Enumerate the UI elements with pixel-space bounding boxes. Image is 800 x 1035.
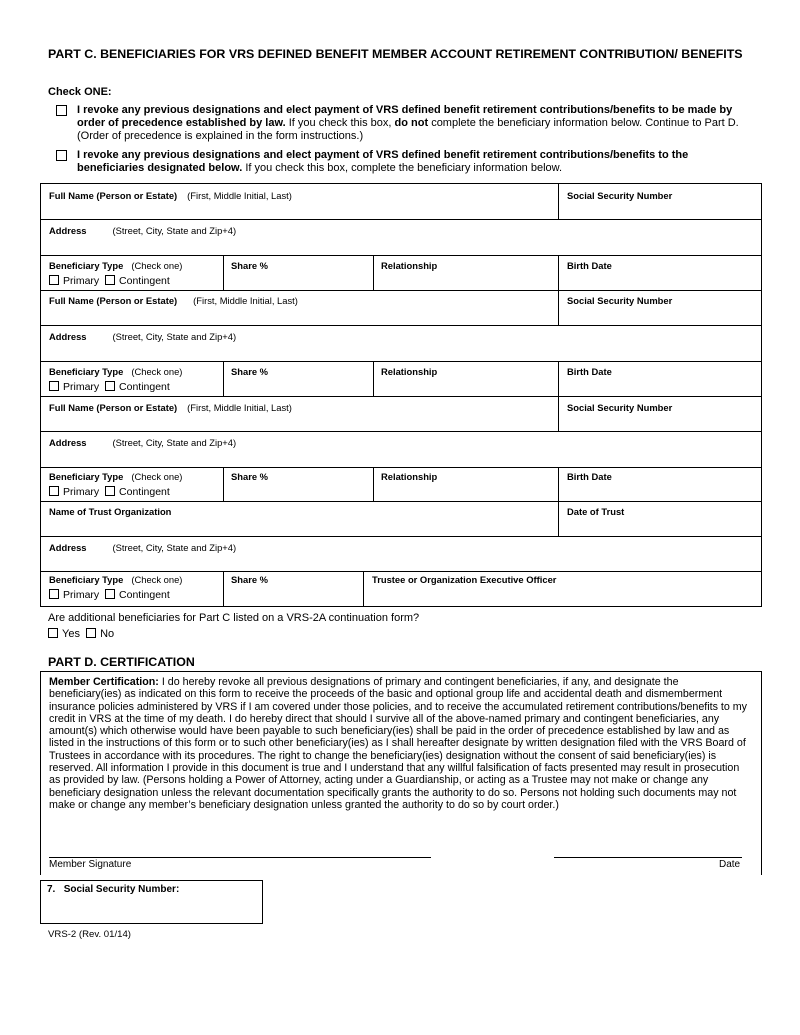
address-field-2[interactable]: Address (Street, City, State and Zip+4) — [49, 331, 237, 342]
primary-checkbox-2[interactable] — [49, 381, 59, 391]
option-order-of-precedence: I revoke any previous designations and elect payment of VRS defined benefit retirement contributions/benefits to be made by order of precedence established by law. If you check this box, do not complete the beneficiary information below. Continue to Part D. (Order of precedence is explained in the form instructions.) — [56, 104, 746, 143]
birth-date-field-2[interactable]: Birth Date — [567, 366, 612, 377]
option2-bold: I revoke any previous designations and elect payment of VRS defined benefit retirement contributions/benefits to the beneficiaries designated below. — [77, 149, 689, 174]
primary-contingent-2: Primary Contingent — [49, 381, 170, 393]
ssn-box[interactable] — [40, 880, 263, 924]
relationship-field-1[interactable]: Relationship — [381, 260, 438, 271]
beneficiary-type-trust: Beneficiary Type (Check one) — [49, 574, 183, 585]
primary-checkbox-3[interactable] — [49, 486, 59, 496]
contingent-checkbox-3[interactable] — [105, 486, 115, 496]
designated-beneficiaries-checkbox[interactable] — [56, 150, 67, 161]
trust-date-field[interactable]: Date of Trust — [567, 506, 625, 517]
no-checkbox[interactable] — [86, 628, 96, 638]
trustee-field[interactable]: Trustee or Organization Executive Officer — [372, 574, 557, 585]
address-field-1[interactable]: Address (Street, City, State and Zip+4) — [49, 225, 237, 236]
beneficiary-type-3: Beneficiary Type (Check one) — [49, 471, 183, 482]
beneficiary-type-1: Beneficiary Type (Check one) — [49, 260, 183, 271]
share-field-2[interactable]: Share % — [231, 366, 268, 377]
trust-address-field[interactable]: Address (Street, City, State and Zip+4) — [49, 542, 237, 553]
contingent-checkbox-1[interactable] — [105, 275, 115, 285]
signature-line[interactable] — [49, 857, 431, 858]
additional-yes-no: Yes No — [48, 628, 114, 640]
full-name-field-1[interactable]: Full Name (Person or Estate) (First, Middle Initial, Last) — [49, 190, 292, 201]
option-designated-beneficiaries: I revoke any previous designations and elect payment of VRS defined benefit retirement contributions/benefits to the beneficiaries designated below. If you check this box, complete the beneficiary information below. — [56, 149, 746, 175]
part-d-title: PART D. CERTIFICATION — [48, 655, 195, 669]
primary-contingent-trust: Primary Contingent — [49, 589, 170, 601]
share-field-1[interactable]: Share % — [231, 260, 268, 271]
order-of-precedence-checkbox[interactable] — [56, 105, 67, 116]
yes-checkbox[interactable] — [48, 628, 58, 638]
contingent-checkbox-trust[interactable] — [105, 589, 115, 599]
relationship-field-3[interactable]: Relationship — [381, 471, 438, 482]
trust-name-field[interactable]: Name of Trust Organization — [49, 506, 172, 517]
option1-bold: I revoke any previous designations and elect payment of VRS defined benefit retirement contributions/benefits to be made by order of precedence established by law. — [77, 104, 733, 129]
share-field-trust[interactable]: Share % — [231, 574, 268, 585]
full-name-field-2[interactable]: Full Name (Person or Estate) (First, Middle Initial, Last) — [49, 295, 298, 306]
beneficiary-type-2: Beneficiary Type (Check one) — [49, 366, 183, 377]
primary-checkbox-1[interactable] — [49, 275, 59, 285]
check-one-label: Check ONE: — [48, 86, 112, 98]
ssn-field-3[interactable]: Social Security Number — [567, 402, 673, 413]
primary-contingent-3: Primary Contingent — [49, 486, 170, 498]
address-field-3[interactable]: Address (Street, City, State and Zip+4) — [49, 437, 237, 448]
form-number: VRS-2 (Rev. 01/14) — [48, 929, 131, 940]
signature-label: Member Signature — [49, 859, 132, 870]
certification-box — [40, 671, 762, 875]
full-name-field-3[interactable]: Full Name (Person or Estate) (First, Middle Initial, Last) — [49, 402, 292, 413]
contingent-checkbox-2[interactable] — [105, 381, 115, 391]
primary-checkbox-trust[interactable] — [49, 589, 59, 599]
part-c-title: PART C. BENEFICIARIES FOR VRS DEFINED BENEFIT MEMBER ACCOUNT RETIREMENT CONTRIBUTION/ BENEFITS — [48, 47, 743, 61]
date-label: Date — [719, 859, 741, 870]
ssn-field-2[interactable]: Social Security Number — [567, 295, 673, 306]
date-line[interactable] — [554, 857, 742, 858]
share-field-3[interactable]: Share % — [231, 471, 268, 482]
certification-text: Member Certification: I do hereby revoke all previous designations of primary and contingent beneficiaries, if any, and designate the beneficiary(ies) as indicated on this form to receive the proceeds of the basic and optional group life and accidental death and dismemberment insurance policies administered by VRS if I am covered under those policies, and to receive the accumulated retirement contributions/benefits to my credit in VRS at the time of my death. I do hereby direct that should I survive all of the above-named primary and contingent beneficiaries, any amount(s) which otherwise would have been payable to such beneficiary(ies) shall be paid in the order of precedence established by law and as listed in the instructions of this form or to such other beneficiary(ies) as I shall hereafter designate by written designation filed with the VRS Board of Trustees in accordance with its procedures. The right to change the beneficiary(ies) designation without the consent of said beneficiary(ies) is reserved. All information I provide in this document is true and I understand that any willful falsification of facts presented may result in prosecution as provided by law. (Persons holding a Power of Attorney, acting under a Guardianship, or acting as a Trustee may not make or change any beneficiary designation unless the relevant documentation specifically grants the authority to do so. Persons not holding such documents may not make or change any member’s beneficiary designation unless granted the authority to do so by court order.) — [49, 676, 748, 811]
birth-date-field-3[interactable]: Birth Date — [567, 471, 612, 482]
ssn-box-label: 7. Social Security Number: — [47, 884, 180, 895]
beneficiary-table — [40, 183, 762, 607]
additional-question: Are additional beneficiaries for Part C listed on a VRS-2A continuation form? — [48, 612, 420, 624]
primary-contingent-1: Primary Contingent — [49, 275, 170, 287]
ssn-field-1[interactable]: Social Security Number — [567, 190, 673, 201]
relationship-field-2[interactable]: Relationship — [381, 366, 438, 377]
birth-date-field-1[interactable]: Birth Date — [567, 260, 612, 271]
